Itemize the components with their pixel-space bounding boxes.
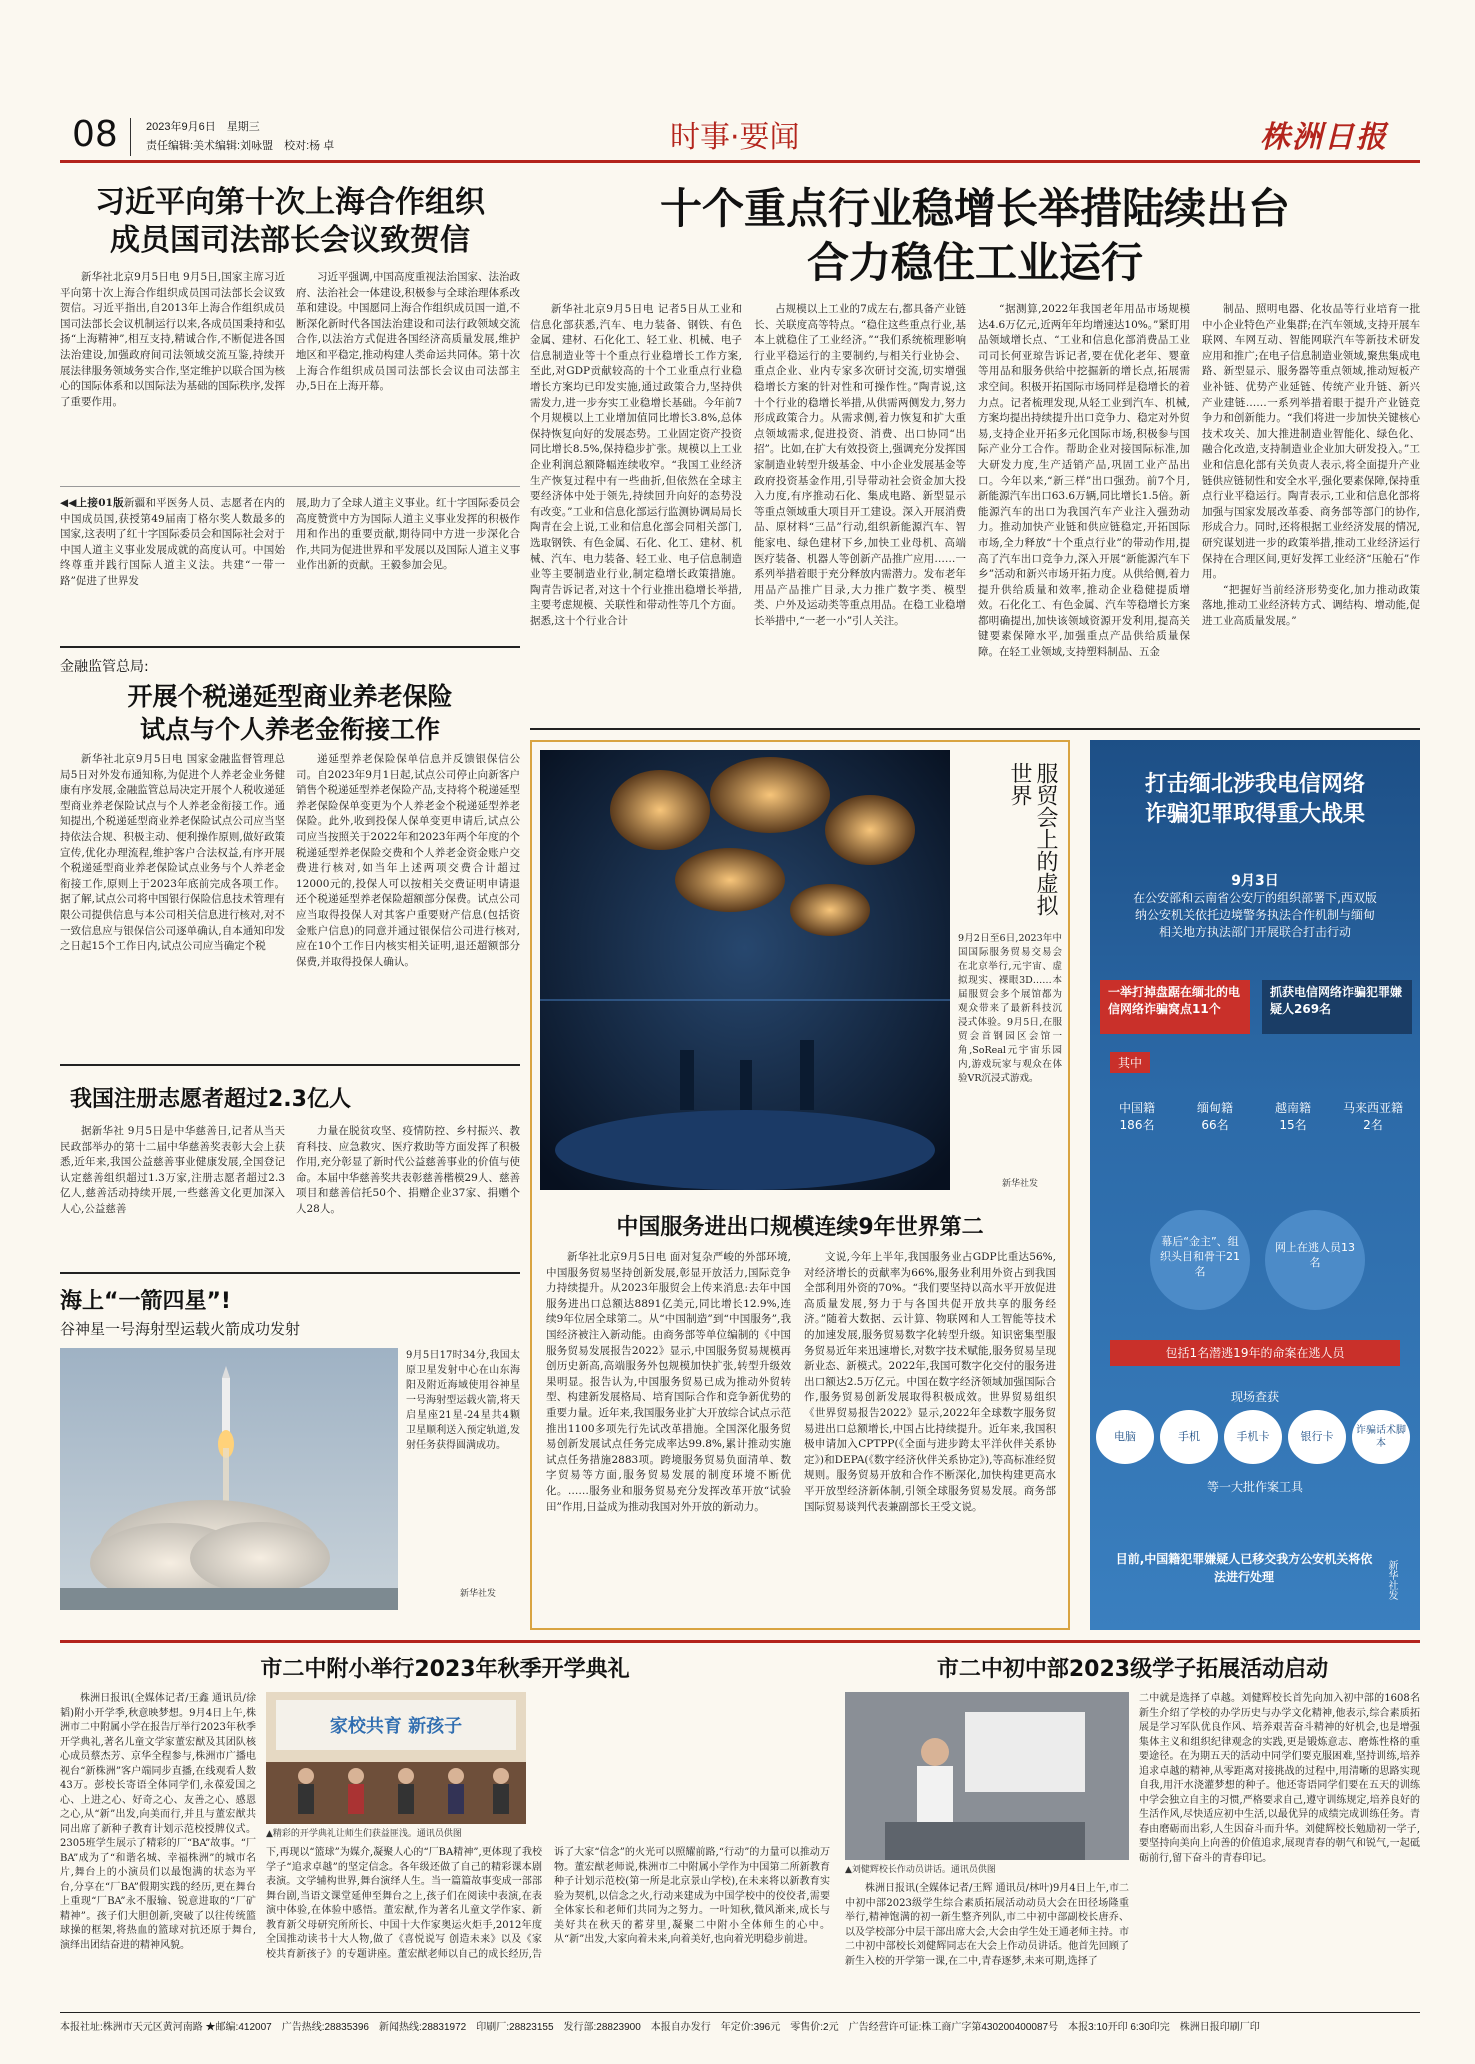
nationality-malaysia: 马来西亚籍 2名 (1342, 1101, 1403, 1132)
article-body-col1: 株洲日报讯(全媒体记者/王辉 通讯员/林叶)9月4日上午,市二中初中部2023级学生综合素质拓展活动动员大会在田径场隆重举行,精神饱满的初一新生整齐列队,市二中初中部副校长唐乔、以及学校部分中层干部出席大会,大会由学生处王通老师主持。市二中初中部校长刘健辉同志在大会上作动员讲话。他首先回顾了新生入校的开学第一课,在二中,青春逐梦,未来可期,选择了 (845, 1883, 1129, 1967)
page-header (60, 110, 1420, 162)
editor-credits: 责任编辑:美术编辑:刘咏盟 校对:杨 卓 (146, 140, 335, 152)
dens-box: 一举打掉盘踞在缅北的电信网络诈骗窝点11个 (1100, 980, 1250, 1034)
section-title: 时事·要闻 (670, 120, 800, 155)
seized-items (1096, 1410, 1414, 1466)
article-school-training (845, 1648, 1420, 2008)
headline: 习近平向第十次上海合作组织 成员国司法部长会议致贺信 (95, 185, 485, 258)
article-volunteers (60, 1070, 520, 1270)
continued-from: ◀◀上接01版新疆和平医务人员、志愿者在内的中国成员国,获授第49届南丁格尔奖人数最多的国家,这表明了红十字国际委员会和国际社会对于中国人道主义事业发展成就的高度认可。中国始终尊重并践行国际人道主义法。共建“一带一路”促进了世界发 (60, 497, 285, 587)
kicker: 金融监管总局: (60, 659, 149, 675)
fraud-infographic (1090, 740, 1420, 1630)
nationality-myanmar: 缅甸籍 66名 (1196, 1101, 1233, 1132)
article-body-col1: 新华社北京9月5日电 国家金融监督管理总局5日对外发布通知称,为促进个人养老金业务健康有序发展,金融监管总局决定开展个人税收递延型商业养老保险试点与个人养老金衔接工作。通知提出,个税递延型商业养老保险试点公司应当坚持依法合规、积极主动、便利操作原则,做好政策宣传,优化办理流程,维护客户合法权益,有序开展个税递延型商业养老保险试点业务与个人养老金衔接工作,原则上于2023年底前完成各项工作。据了解,试点公司将中国银行保险信息技术管理有限公司提供信息与本公司相关信息进行核对,对不一致信息应与银保信公司逐单确认,自本通知印发之日起15个工作日内,试点公司应当确定个税 (60, 753, 285, 953)
article-body-col4: 制品、照明电器、化妆品等行业培育一批中小企业特色产业集群;在汽车领域,支持开展车联网、车网互动、智能网联汽车等新技术研发应用和推广;在电子信息制造业领域,聚焦集成电路、新型显示、服务器等重点领域,推动短板产业补链、优势产业延链、传统产业升链、新兴产业建链……一系列举措着眼于提升产业链竞争力和创新能力。“我们将进一步加快关键核心技术攻关、加大推进制造业智能化、绿色化、融合化改造,支持制造业企业加大研发投入。”工业和信息化部有关负责人表示,将全面提升产业链供应链韧性和安全水平,强化要素保障,保持重点行业平稳运行。陶青表示,工业和信息化部将加强与国家发展改革委、商务部等部门的协作,形成合力。同时,还将根据工业经济发展的情况,研究谋划进一步的政策举措,推动工业经济运行保持在合理区间,更好发挥工业经济“压舱石”作用。 “把握好当前经济形势变化,加力推动政策落地,推动工业经济转方式、调结构、增动能,促进工业高质量发展。” (1202, 303, 1420, 627)
photo-caption: ▲刘健辉校长作动员讲话。通讯员供图 (845, 1865, 996, 1875)
rocket-launch-photo (60, 1348, 398, 1610)
seized-phone: 手机 (1160, 1410, 1218, 1464)
headline: 市二中初中部2023级学子拓展活动启动 (936, 1657, 1329, 1682)
article-body-col1: 新华社北京9月5日电 记者5日从工业和信息化部获悉,汽车、电力装备、钢铁、有色金属、建材、石化化工、轻工业、机械、电子信息制造业等十个重点行业稳增长工作方案,至此,对GDP贡献较高的十个工业重点行业稳增长方案均已印发实施,通过政策合力,坚持供需发力,进一步夯实工业稳增长基础。今年前7个月规模以上工业增加值同比增长3.8%,总体保持恢复向好的发展态势。工业固定资产投资同比增长8.5%,保持稳步扩张。规模以上工业企业利润总额降幅连续收窄。“我国工业经济生产恢复过程中有一些曲折,但依然在全球主要经济体中处于领先,持续回升向好的态势没有改变。”工业和信息化部运行监测协调局局长陶青在会上说,工业和信息化部会同相关部门,选取钢铁、有色金属、石化、化工、建材、机械、汽车、电力装备、轻工业、电子信息制造业等主要制造业行业,制定稳增长政策措施。陶青告诉记者,对这十个行业推出稳增长举措,主要考虑规模、关联性和带动性等几个方面。据悉,这十个行业合计 (530, 303, 742, 627)
photo-caption: 9月5日17时34分,我国太原卫星发射中心在山东海阳及附近海域使用谷神星一号海射型运载火箭,将天启星座21星-24星共4颗卫星顺利送入预定轨道,发射任务获得圆满成功。 (406, 1350, 520, 1451)
bubble-fugitives: 网上在逃人员13名 (1265, 1210, 1365, 1310)
subheadline: 谷神星一号海射型运载火箭成功发射 (60, 1320, 301, 1338)
seized-computer: 电脑 (1096, 1410, 1154, 1464)
article-industry (530, 170, 1420, 726)
article-body-col2: 文说,今年上半年,我国服务业占GDP比重达56%,对经济增长的贡献率为66%,服务业利用外资占到我国全部利用外资的70%。“我们要坚持以高水平开放促进高质量发展,努力于与各国共促开放共享的服务经济。”随着大数据、云计算、物联网和人工智能等技术的加速发展,服务贸易数字化转型升级。知识密集型服务贸易近年来迅速增长,对数字技术赋能,服务贸易呈现新业态、新模式。2022年,我国可数字化交付的服务进出口额达2.5万亿元。中国在数字经济领域加强国际合作,服务贸易创新发展取得积极成效。世界贸易组织《世界贸易报告2022》显示,2022年全球数字服务贸易进出口总额增长,中国占比持续提升。近年来,我国积极申请加入CPTPP(《全面与进步跨太平洋伙伴关系协定》)和DEPA(《数字经济伙伴关系协定》),等高标准经贸规则。服务贸易开放和合作不断深化,加快构建更高水平开放型经济新体制,引领全球服务贸易发展。商务部国际贸易谈判代表兼副部长王受文说。 (804, 1251, 1056, 1513)
page-number: 08 (72, 114, 118, 155)
article-body-col2: 二中就是选择了卓越。刘健辉校长首先向加入初中部的1608名新生介绍了学校的办学历史与办学文化精神,他表示,综合素质拓展是学习军队优良作风、培养艰苦奋斗精神的好机会,也是增强集体主义和组织纪律观念的实践,更是锻炼意志、磨炼性格的重要途径。在为期五天的活动中同学们要克服困难,坚持训练,培养追求卓越的精神,从零距离对接挑战的过程中,用清晰的思路实现自我,用汗水浇灌梦想的种子。他还寄语同学们要在五天的训练中学会独立自主的习惯,严格要求自己,遵守训练规定,培养良好的生活作风,尽快适应初中生活,以最优异的成绩完成训练任务。青春由磨砺而出彩,人生因奋斗而升华。刘健辉校长勉励初一学子,要坚持向美向上向善的价值追求,展现青春的朝气和锐气,一起砥砺前行,留下奋斗的青春印记。 (1139, 1693, 1420, 1864)
page-footer: 本报社址:株洲市天元区黄河南路 ★邮编:412007 广告热线:28835396 新闻热线:28831972 印刷厂:28823155 发行部:28823900 本报自办发行 年定价:396元 零售价:2元 广告经营许可证:株工商广字第430200400087号 本报3:10开印 6:30印完 株洲日报印刷厂印 (60, 2022, 1260, 2033)
continued-col2: 展,助力了全球人道主义事业。红十字国际委员会高度赞赏中方为国际人道主义事业发挥的积极作用和作出的重要贡献,期待同中方进一步深化合作,共同为促进世界和平发展以及国际人道主义事业作出新的贡献。王毅参加会见。 (296, 497, 520, 572)
photo-caption: 9月2日至6日,2023年中国国际服务贸易交易会在北京举行,元宇宙、虚拟现实、裸眼3D……本届服贸会多个展馆都为观众带来了最新科技沉浸式体验。9月5日,在服贸会首钢园区会馆一角,SoReal元宇宙乐园内,游戏玩家与观众在体验VR沉浸式游戏。 (958, 933, 1062, 1084)
seized-bankcard: 银行卡 (1288, 1410, 1346, 1464)
infographic-credit: 新华社发 (1386, 1560, 1397, 1600)
article-school-opening (60, 1648, 830, 2008)
nationality-stats (1090, 1100, 1420, 1160)
event-description: 在公安部和云南省公安厅的组织部署下,西双版纳公安机关依托边境警务执法合作机制与缅甸相关地方执法部门开展联合打击行动 (1133, 891, 1377, 939)
photo-banner: 家校共育 新孩子 (329, 1716, 463, 1737)
header-rule (60, 160, 1420, 163)
photo-credit: 新华社发 (1002, 1179, 1039, 1189)
seized-more: 等一大批作案工具 (1206, 1480, 1303, 1494)
headline: 开展个税递延型商业养老保险 试点与个人养老金衔接工作 (127, 682, 453, 744)
photo-credit: 新华社发 (460, 1589, 497, 1599)
suspects-box: 抓获电信网络诈骗犯罪嫌疑人269名 (1262, 980, 1412, 1034)
article-body-col3: “据测算,2022年我国老年用品市场规模达4.6万亿元,近两年年均增速达10%。”紧盯用品领域增长点、“工业和信息化部消费品工业司司长何亚琼告诉记者,要在优化老年、婴童等用品和服务供给中挖掘新的增长点,拓展需求空间。积极开拓国际市场同样是稳增长的着力点。记者梳理发现,从轻工业到汽车、机械,方案均提出持续提升出口竞争力、稳定对外贸易,支持企业开拓多元化国际市场,积极参与国际产业分工合作。帮助企业对接国际标准,加大研发力度,生产适销产品,巩固工业产品出口。今年以来,“新三样”出口强劲。前7个月,新能源汽车出口63.6万辆,同比增长1.5倍。新能源汽车的出口为我国汽车产业注入强劲动力。推动加快产业链和供应链稳定,开拓国际市场,全力释放“十个重点行业”的带动作用,提高了汽车出口竞争力,深入开展“新能源汽车下乡”活动和新兴市场开拓力度。从供给侧,着力提升供给质量和效率,推动企业稳健提质增效。石化化工、有色金属、汽车等稳增长方案都明确提出,加快该领域资源开发利用,提高关键要素保障水平,加强重点产品供给质量保障。在轻工业领域,支持塑料制品、五金 (978, 303, 1190, 659)
article-body-col2: 递延型养老保险保单信息并反馈银保信公司。自2023年9月1日起,试点公司停止向新客户销售个税递延型养老保险产品,支持将个税递延型养老保险保单变更为个人养老金个税递延型养老保险。此外,收到投保人保单变更申请后,试点公司应当按照关于2022年和2023年两个年度的个税递延型养老保险交费和个人养老金资金账户交费进行核对,如当年上述两项交费合计超过12000元的,投保人可以按相关交费证明申请退还个税递延型养老保险超额部分保费。试点公司应当取得投保人对其客户重要财产信息(包括资金账户信息)的同意并通过银保信公司进行核对,应在10个工作日内核实相关证明,退还超额部分保费,并取得投保人确认。 (296, 753, 520, 968)
newspaper-logo: 株洲日报 (1260, 120, 1388, 155)
issue-date: 2023年9月6日 星期三 (146, 121, 260, 133)
principal-photo (845, 1692, 1129, 1860)
headline: 十个重点行业稳增长举措陆续出台 合力稳住工业运行 (659, 184, 1290, 287)
nationality-china: 中国籍 186名 (1118, 1101, 1155, 1132)
article-body-col1: 新华社北京9月5日电 9月5日,国家主席习近平向第十次上海合作组织成员国司法部长会议致贺信。习近平指出,自2013年上海合作组织成员国司法部长会议机制运行以来,各成员国秉持和弘扬“上海精神”,相互支持,精诚合作,不断促进各国法治建设,加强政府间司法领域交流互鉴,持续开展法律服务领域务实合作,坚定维护以联合国为核心的国际体系和以国际法为基础的国际秩序,发挥了重要作用。 (60, 271, 285, 408)
infographic-title: 打击缅北涉我电信网络 诈骗犯罪取得重大战果 (1144, 772, 1365, 827)
article-body-col2: 力量在脱贫攻坚、疫情防控、乡村振兴、教育科技、应急救灾、医疗救助等方面发挥了积极作用,充分彰显了新时代公益慈善事业的价值与使命。本届中华慈善奖共表彰慈善楷模29人、慈善项目和慈善信托50个、捐赠企业37家、捐赠个人28人。 (296, 1125, 520, 1215)
article-body-col1: 株洲日报讯(全媒体记者/王鑫 通讯员/徐韬)附小开学季,秋意映梦想。9月4日上午,株洲市二中附属小学在报告厅举行2023年秋季开学典礼,著名儿童文学家董宏猷及其团队核心成员蔡杰芳、京华全程参与,株洲市广播电视台“新株洲”客户端同步直播,在线观看人数43万。彭校长寄语全体同学们,永葆爱国之心、上进之心、好奇之心、友善之心、感恩之心,从“新”出发,向美而行,并且与董宏猷共同出席了新种子教育计划示范校授牌仪式。2305班学生展示了精彩的厂“BA”故事。“厂BA”成为了“和谐名城、幸福株洲”的城市名片,舞台上的小演员们以最饱满的状态为平台,分享在“厂BA”假期实践的经历,更在舞台上重现“厂BA”永不服输、锐意进取的“厂矿精神”。孩子们大胆创新,突破了以往传统篮球操的框架,将热血的篮球对抗还原于舞台,演绎出团结奋进的精神风貌。 (60, 1693, 256, 1951)
article-xi-congrats (60, 170, 520, 644)
headline: 海上“一箭四星”! (60, 1289, 231, 1314)
article-body-col2: 占规模以上工业的7成左右,都具备产业链长、关联度高等特点。“稳住这些重点行业,基本上就稳住了工业经济。”“我们系统梳理影响行业平稳运行的主要制约,与相关行业协会、重点企业、业内专家多次研讨交流,切实增强稳增长方案的针对性和可操作性。”陶青说,这十个行业的稳增长举措,从供需两侧发力,努力形成政策合力。从需求侧,着力恢复和扩大重点领域需求,促进投资、消费、出口协同“出招”。比如,在扩大有效投资上,强调充分发挥国家制造业转型升级基金、中小企业发展基金等政府投资基金作用,引导带动社会资金加大投入力度,有序推动石化、集成电路、新型显示等重点领域重大项目开工建设。深入开展消费品、原材料“三品”行动,组织新能源汽车、智能家电、绿色建材下乡,加快工业母机、高端医疗装备、机器人等创新产品推广应用……一系列举措着眼于充分释放内需潜力。发布老年用品产品推广目录,大力推广数字类、模型类、户外及运动类等重点用品。在稳工业稳增长举措中,“一老一小”引人关注。 (754, 303, 966, 627)
vr-photo (540, 750, 950, 1190)
rocket-body (222, 1378, 230, 1434)
photo-caption: ▲精彩的开学典礼让师生们获益匪浅。通讯员供图 (266, 1829, 462, 1839)
article-rocket-launch (60, 1278, 520, 1612)
article-body-col2: 习近平强调,中国高度重视法治国家、法治政府、法治社会一体建设,积极参与全球治理体系改革和建设。中国愿同上海合作组织成员国一道,不断深化新时代各国法治建设和司法行政领域交流合作,以法治方式促进各国经济高质量发展,维护地区和平稳定,推动构建人类命运共同体。第十次上海合作组织成员国司法部长会议由司法部主办,5日在上海开幕。 (296, 271, 520, 393)
headline: 我国注册志愿者超过2.3亿人 (70, 1087, 351, 1112)
article-pension (60, 652, 520, 1062)
article-body-col1: 新华社北京9月5日电 面对复杂严峻的外部环境,中国服务贸易坚持创新发展,彰显开放活力,国际竞争力持续提升。从2023年服贸会上传来消息:去年中国服务进出口总额达8891亿美元,同比增长12.9%,连续9年位居全球第二。从“中国制造”到“中国服务”,我国经济被注入新动能。由商务部等单位编制的《中国服务贸易发展报告2022》显示,中国服务贸易规模再创历史新高,高端服务外包规模加快扩张,转型升级效果明显。报告认为,中国服务贸易已成为推动外贸转型、构建新发展格局、培育国际合作和竞争新优势的重要力量。近年来,我国服务业扩大开放综合试点示范推出1100多项先行先试改革措施。全国深化服务贸易创新发展试点任务完成率达99.8%,累计推动实施试点任务措施2883项。跨境服务贸易负面清单、数字贸易等方面,服务贸易发展的制度环境不断优化。……服务业和服务贸易充分发挥改革开放“试验田”作用,日益成为推动我国对外开放的新动力。 (546, 1251, 791, 1513)
seized-sim: 手机卡 (1224, 1410, 1282, 1464)
article-body-col2: 下,再现以“篮球”为媒介,凝聚人心的“厂BA精神”,更体现了我校学子“追求卓越”的坚定信念。各年级还做了自己的精彩课本剧表演。文学辅构世界,舞台演绎人生。当一篇篇故事变成一部部舞台剧,当语文课堂延伸至舞台之上,孩子们在阅读中表演,在表演中体验,在体验中感悟。董宏猷,作为著名儿童文学作家、新教育新父母研究所所长、中国十大作家奥运火炬手,2012年度全国推动读书十大人物,做了《喜悦说写 创造未来》以及《家校共育新孩子》的专题讲座。董宏猷老师以自己的成长经历,告诉了大家“信念”的火光可以照耀前路,“行动”的力量可以推动万物。董宏猷老师说,株洲市二中附属小学作为中国第二所新教育种子计划示范校(第一所是北京景山学校),在未来将以新教育实验为契机,以信念之火,行动来建成为中国学校中的佼佼者,需要全体家长和老师们共同为之努力。一叶知秋,微风渐来,成长与美好共在秋天的蓄芽里,凝聚二中附小全体师生的心中。从“新”出发,大家向着未来,向着美好,也向着光明稳步前进。 (266, 1847, 830, 1960)
service-trade-box (530, 740, 1070, 1630)
article-body-col1: 据新华社 9月5日是中华慈善日,记者从当天民政部举办的第十二届中华慈善奖表彰大会上获悉,近年来,我国公益慈善事业健康发展,全国登记认定慈善组织超过1.3万家,注册志愿者超过2.3亿人,慈善活动持续开展,一些慈善文化更加深入人心,公益慈善 (60, 1125, 285, 1215)
infographic-footer: 目前,中国籍犯罪嫌疑人已移交我方公安机关将依法进行处理 (1115, 1552, 1373, 1584)
bubble-leaders: 幕后“金主”、组织头目和骨干21名 (1150, 1210, 1250, 1310)
headline: 市二中附小举行2023年秋季开学典礼 (260, 1657, 630, 1682)
event-date: 9月3日 (1231, 873, 1279, 889)
photo-title: 服贸会上的虚拟世界 (1007, 762, 1058, 916)
nationality-vietnam: 越南籍 15名 (1274, 1101, 1311, 1132)
seized-label: 现场查获 (1230, 1390, 1279, 1404)
seized-script: 诈骗话术脚本 (1352, 1410, 1410, 1464)
headline: 中国服务进出口规模连续9年世界第二 (616, 1215, 984, 1240)
murder-fugitive-ribbon: 包括1名潜逃19年的命案在逃人员 (1110, 1340, 1400, 1366)
school-photo (266, 1692, 526, 1824)
among-label: 其中 (1110, 1052, 1150, 1073)
